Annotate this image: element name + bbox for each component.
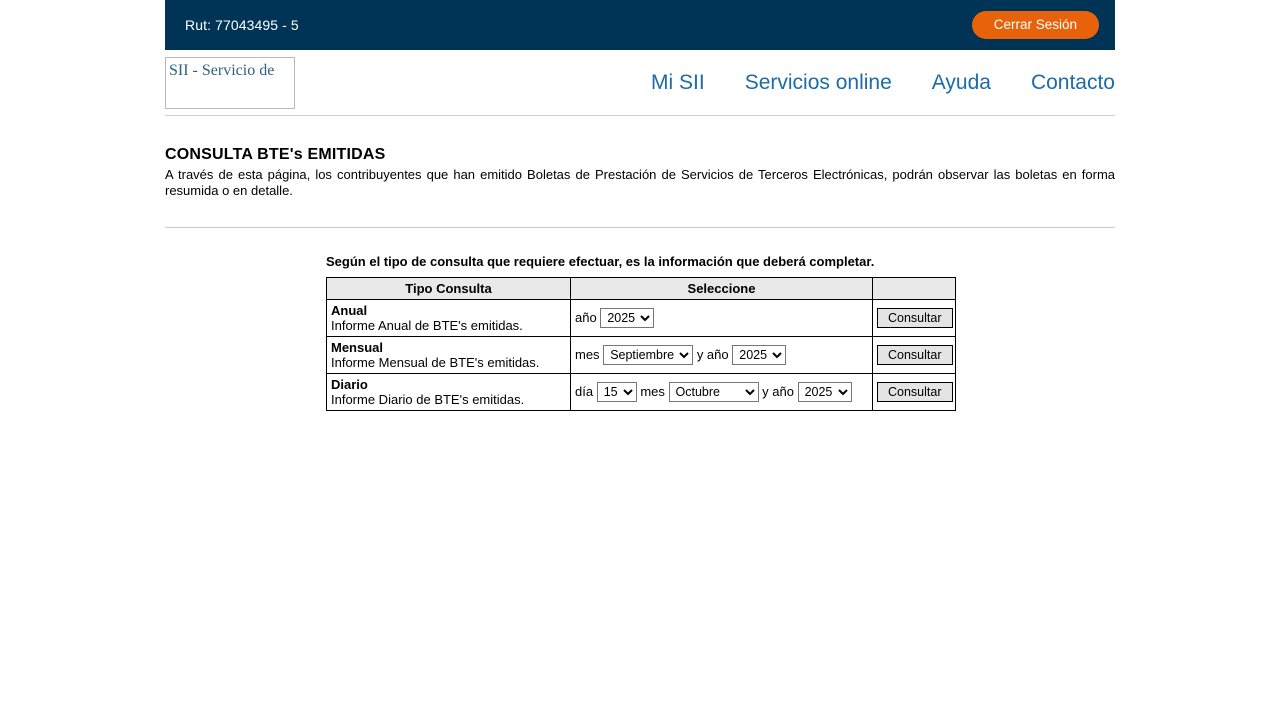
content-wrapper bbox=[165, 0, 1115, 411]
heading-area bbox=[165, 116, 1115, 228]
column-header-seleccione: Seleccione bbox=[571, 277, 873, 299]
tipo-name-diario: Diario bbox=[331, 376, 368, 392]
nav-link-mi-sii[interactable]: Mi SII bbox=[651, 70, 705, 94]
label-anio-diario: y año bbox=[762, 383, 794, 399]
section-divider bbox=[165, 227, 1115, 228]
cell-accion-mensual bbox=[873, 336, 956, 373]
nav-link-contacto[interactable]: Contacto bbox=[1030, 70, 1115, 94]
select-dia-diario[interactable] bbox=[597, 382, 637, 402]
sii-logo[interactable] bbox=[165, 57, 295, 109]
tipo-desc-mensual: Informe Mensual de BTE's emitidas. bbox=[331, 354, 540, 370]
cell-seleccione-mensual bbox=[571, 336, 873, 373]
cell-seleccione-anual bbox=[571, 299, 873, 336]
logout-button[interactable]: Cerrar Sesión bbox=[972, 11, 1099, 40]
column-header-accion bbox=[873, 277, 956, 299]
label-anio-anual: año bbox=[575, 309, 597, 325]
label-dia-diario: día bbox=[575, 383, 594, 399]
select-anio-diario[interactable] bbox=[798, 382, 852, 402]
tipo-name-mensual: Mensual bbox=[331, 339, 384, 355]
select-mes-diario[interactable] bbox=[669, 382, 759, 402]
cell-accion-anual bbox=[873, 299, 956, 336]
cell-accion-diario bbox=[873, 373, 956, 410]
consultar-button-anual[interactable]: Consultar bbox=[877, 308, 953, 328]
table-row-mensual bbox=[327, 336, 956, 373]
column-header-tipo-consulta: Tipo Consulta bbox=[327, 277, 571, 299]
select-anio-mensual[interactable] bbox=[732, 345, 786, 365]
nav-link-ayuda[interactable]: Ayuda bbox=[931, 70, 991, 94]
consulta-form-area bbox=[326, 254, 956, 411]
form-intro-text: Según el tipo de consulta que requiere efectuar, es la información que deberá completar. bbox=[326, 254, 875, 269]
table-header-row bbox=[327, 277, 956, 299]
tipo-name-anual: Anual bbox=[331, 302, 368, 318]
top-bar bbox=[165, 0, 1115, 50]
nav-link-servicios-online[interactable]: Servicios online bbox=[744, 70, 892, 94]
table-row-anual bbox=[327, 299, 956, 336]
label-mes-diario: mes bbox=[640, 383, 665, 399]
page-description: A través de esta página, los contribuyentes que han emitido Boletas de Prestación de Servicios de Terceros Electrónicas, podrán observar las boletas en forma resumida o en detalle. bbox=[165, 167, 1115, 198]
logo-alt-text: SII - Servicio de bbox=[169, 61, 275, 79]
tipo-desc-anual: Informe Anual de BTE's emitidas. bbox=[331, 317, 523, 333]
label-mes-mensual: mes bbox=[575, 346, 600, 362]
nav-links bbox=[651, 71, 1115, 95]
cell-seleccione-diario bbox=[571, 373, 873, 410]
rut-label: Rut: 77043495 - 5 bbox=[185, 17, 299, 33]
page-title: CONSULTA BTE's EMITIDAS bbox=[165, 146, 386, 163]
select-anio-anual[interactable] bbox=[600, 308, 654, 328]
main-navigation bbox=[165, 50, 1115, 116]
consulta-table bbox=[326, 277, 956, 411]
cell-tipo-anual bbox=[327, 299, 571, 336]
consultar-button-diario[interactable]: Consultar bbox=[877, 382, 953, 402]
tipo-desc-diario: Informe Diario de BTE's emitidas. bbox=[331, 391, 525, 407]
table-row-diario bbox=[327, 373, 956, 410]
cell-tipo-diario bbox=[327, 373, 571, 410]
select-mes-mensual[interactable] bbox=[603, 345, 693, 365]
label-anio-mensual: y año bbox=[696, 346, 729, 362]
consultar-button-mensual[interactable]: Consultar bbox=[877, 345, 953, 365]
cell-tipo-mensual bbox=[327, 336, 571, 373]
